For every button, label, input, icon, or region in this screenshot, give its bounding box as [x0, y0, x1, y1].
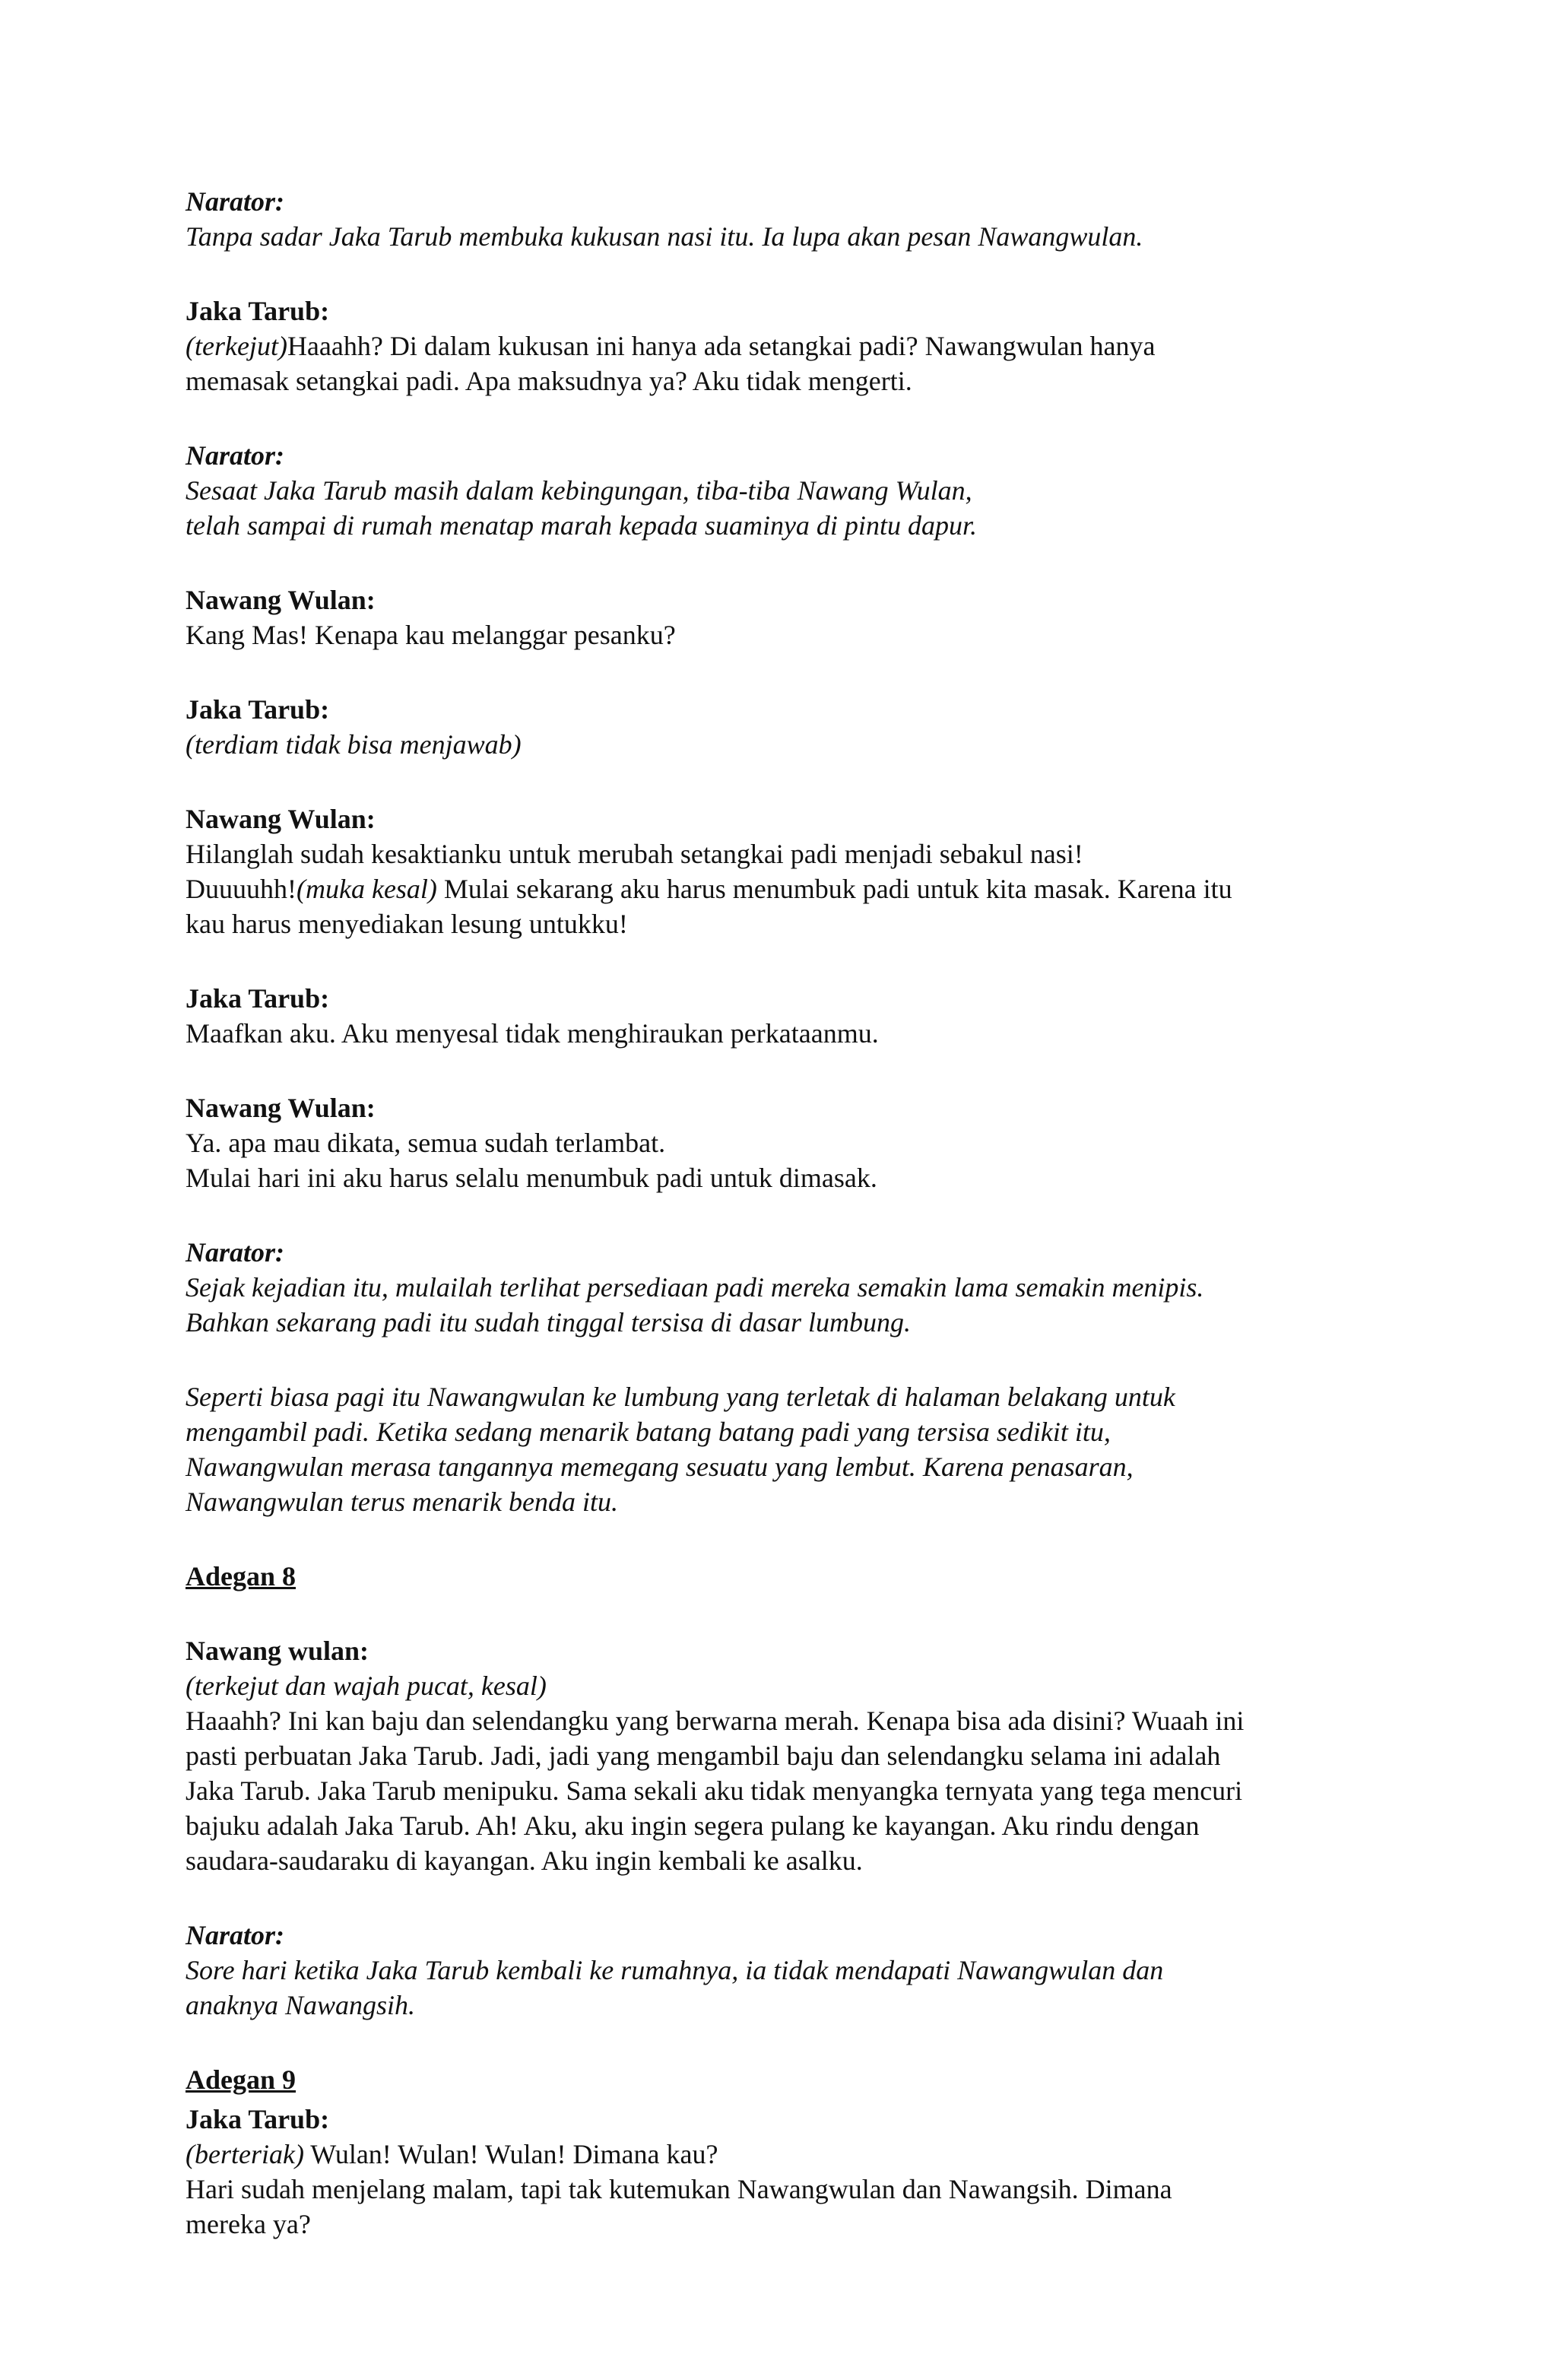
dialogue-line: bajuku adalah Jaka Tarub. Ah! Aku, aku ingin segera pulang ke kayangan. Aku rindu dengan	[186, 1810, 1200, 1841]
dialogue-text: Mulai sekarang aku harus menumbuk padi untuk kita masak. Karena itu	[436, 874, 1232, 904]
speaker-label: Nawang Wulan:	[186, 804, 376, 834]
dialogue-text: Duuuuhh!	[186, 874, 296, 904]
dialogue-line: saudara-saudaraku di kayangan. Aku ingin kembali ke asalku.	[186, 1845, 863, 1876]
dialogue-block	[186, 1633, 1367, 1878]
dialogue-line: Maafkan aku. Aku menyesal tidak menghiraukan perkataanmu.	[186, 1018, 879, 1049]
speaker-label: Narator:	[186, 186, 285, 217]
narration-text: mengambil padi. Ketika sedang menarik batang batang padi yang tersisa sedikit itu,	[186, 1417, 1111, 1447]
narration-text: Sesaat Jaka Tarub masih dalam kebingungan, tiba-tiba Nawang Wulan,	[186, 475, 972, 506]
narration-text: Nawangwulan merasa tangannya memegang sesuatu yang lembut. Karena penasaran,	[186, 1452, 1134, 1482]
dialogue-line: Ya. apa mau dikata, semua sudah terlambat.	[186, 1128, 666, 1158]
dialogue-block	[186, 582, 1367, 652]
speaker-label: Narator:	[186, 440, 285, 471]
speaker-label: Narator:	[186, 1920, 285, 1950]
dialogue-line	[186, 2137, 1367, 2172]
dialogue-block	[186, 1918, 1367, 2023]
dialogue-line	[186, 328, 1367, 363]
speaker-label: Nawang Wulan:	[186, 1093, 376, 1123]
narration-text: anaknya Nawangsih.	[186, 1990, 415, 2020]
dialogue-block	[186, 2102, 1367, 2242]
dialogue-block	[186, 801, 1367, 941]
dialogue-block	[186, 692, 1367, 762]
narration-text: Bahkan sekarang padi itu sudah tinggal tersisa di dasar lumbung.	[186, 1307, 911, 1338]
stage-direction: (terdiam tidak bisa menjawab)	[186, 729, 522, 760]
stage-direction: (terkejut dan wajah pucat, kesal)	[186, 1671, 547, 1701]
dialogue-line: Hilanglah sudah kesaktianku untuk merubah setangkai padi menjadi sebakul nasi!	[186, 839, 1083, 869]
scene-heading: Adegan 8	[186, 1561, 296, 1591]
dialogue-line: memasak setangkai padi. Apa maksudnya ya? Aku tidak mengerti.	[186, 366, 912, 396]
dialogue-line: mereka ya?	[186, 2209, 311, 2239]
dialogue-block	[186, 438, 1367, 543]
narration-block	[186, 1379, 1367, 1519]
speaker-label: Jaka Tarub:	[186, 983, 330, 1014]
dialogue-line: pasti perbuatan Jaka Tarub. Jadi, jadi yang mengambil baju dan selendangku selama ini adalah	[186, 1741, 1221, 1771]
dialogue-line: Haaahh? Ini kan baju dan selendangku yang berwarna merah. Kenapa bisa ada disini? Wuaah ini	[186, 1706, 1245, 1736]
narration-text: Sejak kejadian itu, mulailah terlihat persediaan padi mereka semakin lama semakin menipis.	[186, 1272, 1204, 1303]
speaker-label: Jaka Tarub:	[186, 296, 330, 326]
dialogue-line: Jaka Tarub. Jaka Tarub menipuku. Sama sekali aku tidak menyangka ternyata yang tega mencuri	[186, 1775, 1243, 1806]
dialogue-line	[186, 871, 1367, 906]
dialogue-line: Kang Mas! Kenapa kau melanggar pesanku?	[186, 620, 676, 650]
speaker-label: Jaka Tarub:	[186, 2104, 330, 2134]
scene-heading-block	[186, 2062, 1367, 2097]
speaker-label: Narator:	[186, 1237, 285, 1268]
dialogue-block	[186, 1090, 1367, 1195]
scene-heading-block	[186, 1559, 1367, 1594]
dialogue-block	[186, 1235, 1367, 1340]
dialogue-block	[186, 294, 1367, 398]
dialogue-text: Haaahh? Di dalam kukusan ini hanya ada setangkai padi? Nawangwulan hanya	[287, 331, 1156, 361]
dialogue-line: kau harus menyediakan lesung untukku!	[186, 909, 628, 939]
speaker-label: Jaka Tarub:	[186, 694, 330, 725]
dialogue-block	[186, 981, 1367, 1051]
narration-text: Sore hari ketika Jaka Tarub kembali ke rumahnya, ia tidak mendapati Nawangwulan dan	[186, 1955, 1164, 1985]
dialogue-text: Wulan! Wulan! Wulan! Dimana kau?	[303, 2139, 718, 2169]
narration-text: Nawangwulan terus menarik benda itu.	[186, 1487, 618, 1517]
narration-text: Tanpa sadar Jaka Tarub membuka kukusan nasi itu. Ia lupa akan pesan Nawangwulan.	[186, 221, 1143, 252]
narration-text: Seperti biasa pagi itu Nawangwulan ke lumbung yang terletak di halaman belakang untuk	[186, 1382, 1175, 1412]
narration-text: telah sampai di rumah menatap marah kepada suaminya di pintu dapur.	[186, 510, 977, 541]
dialogue-line: Hari sudah menjelang malam, tapi tak kutemukan Nawangwulan dan Nawangsih. Dimana	[186, 2174, 1172, 2204]
dialogue-block	[186, 184, 1367, 254]
stage-direction: (muka kesal)	[296, 874, 437, 904]
stage-direction: (terkejut)	[186, 331, 287, 361]
stage-direction: (berteriak)	[186, 2139, 304, 2169]
scene-heading: Adegan 9	[186, 2064, 296, 2095]
speaker-label: Nawang Wulan:	[186, 585, 376, 615]
speaker-label: Nawang wulan:	[186, 1636, 369, 1666]
dialogue-line: Mulai hari ini aku harus selalu menumbuk padi untuk dimasak.	[186, 1163, 877, 1193]
